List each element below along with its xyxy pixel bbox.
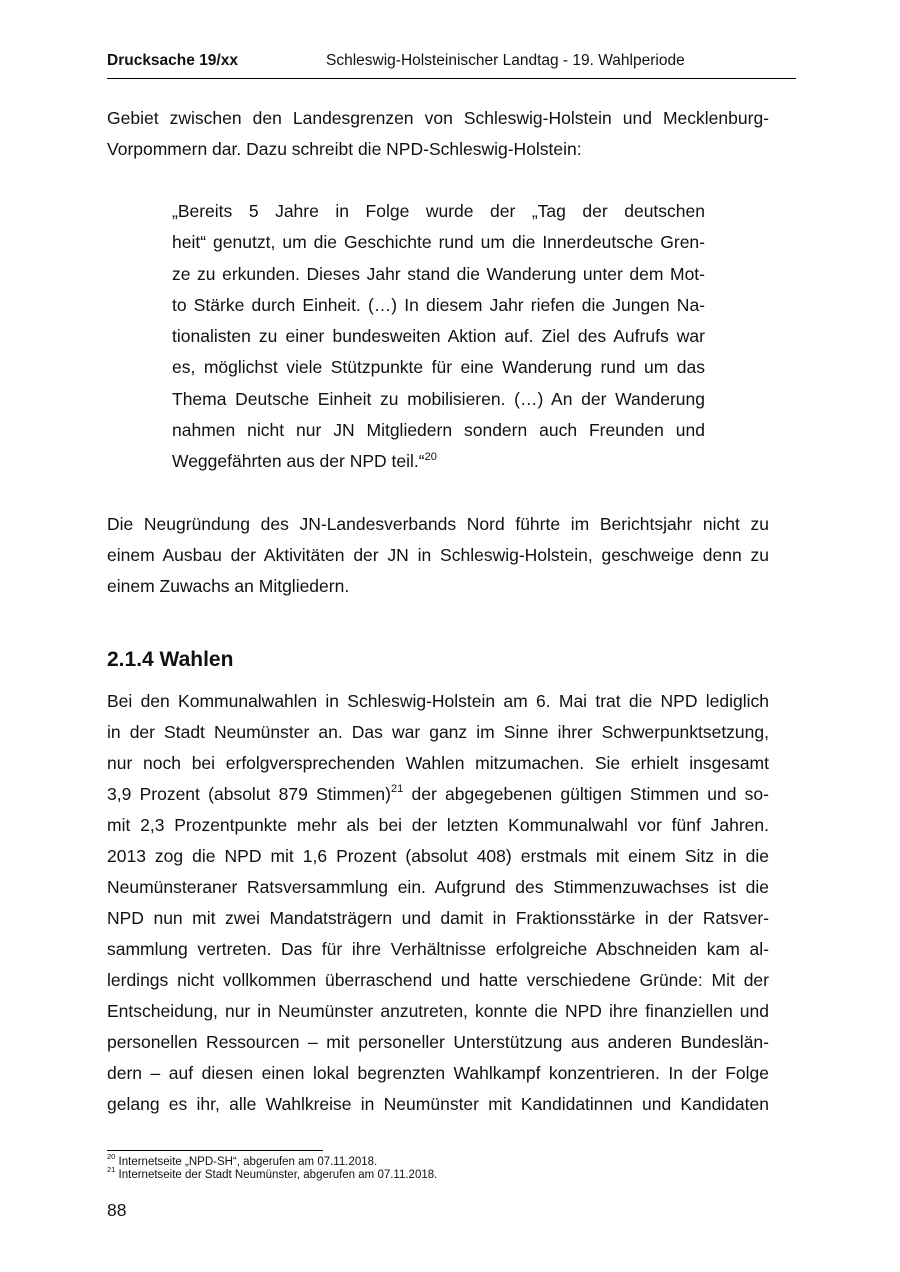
section-heading: 2.1.4 Wahlen — [107, 648, 234, 671]
footnote-ref-21[interactable]: 21 — [391, 783, 404, 796]
text-line: mit 2,3 Prozentpunkte mehr als bei der letzten Kommunalwahl vor fünf Jahren. — [107, 815, 769, 835]
block-quote — [172, 196, 705, 478]
text-segment: der abgegebenen gültigen Stimmen und so- — [403, 784, 769, 804]
text-line: NPD nun mit zwei Mandatsträgern und damit in Fraktionsstärke in der Ratsver- — [107, 908, 769, 928]
page-number: 88 — [107, 1200, 127, 1220]
text-line: 2013 zog die NPD mit 1,6 Prozent (absolut 408) erstmals mit einem Sitz in die — [107, 846, 769, 866]
quote-line: ze zu erkunden. Dieses Jahr stand die Wanderung unter dem Mot- — [172, 263, 705, 284]
paragraph-jn — [107, 509, 769, 602]
quote-line: Thema Deutsche Einheit zu mobilisieren. (…) An der Wanderung — [172, 388, 705, 409]
text-line: dern – auf diesen einen lokal begrenzten Wahlkampf konzentrieren. In der Folge — [107, 1063, 769, 1083]
footnote-number: 20 — [107, 1152, 116, 1162]
text-line: Entscheidung, nur in Neumünster anzutreten, konnte die NPD ihre finanziellen und — [107, 1001, 769, 1021]
footnote-divider — [107, 1150, 323, 1151]
document-title: Schleswig-Holsteinischer Landtag - 19. Wahlperiode — [326, 52, 685, 69]
text-line: lerdings nicht vollkommen überraschend und hatte verschiedene Gründe: Mit der — [107, 970, 769, 990]
text-line-with-footnote — [107, 779, 769, 810]
quote-line: to Stärke durch Einheit. (…) In diesem Jahr riefen die Jungen Na- — [172, 294, 705, 315]
text-line: einem Ausbau der Aktivitäten der JN in Schleswig-Holstein, geschweige denn zu — [107, 545, 769, 565]
footnotes — [107, 1152, 438, 1182]
quote-line: nahmen nicht nur JN Mitgliedern sondern auch Freunden und — [172, 420, 705, 441]
quote-line: „Bereits 5 Jahre in Folge wurde der „Tag der deutschen — [172, 201, 705, 221]
text-line: in der Stadt Neumünster an. Das war ganz im Sinne ihrer Schwerpunktsetzung, — [107, 722, 769, 742]
footnote-number: 21 — [107, 1165, 116, 1175]
text-line: Vorpommern dar. Dazu schreibt die NPD-Schleswig-Holstein: — [107, 139, 582, 159]
quote-line: Weggefährten aus der NPD teil.“ — [172, 451, 425, 472]
text-line: einem Zuwachs an Mitgliedern. — [107, 576, 350, 596]
quote-line: heit“ genutzt, um die Geschichte rund um die Innerdeutsche Gren- — [172, 232, 705, 253]
text-line: nur noch bei erfolgversprechenden Wahlen mitzumachen. Sie erhielt insgesamt — [107, 753, 769, 773]
text-line: Neumünsteraner Ratsversammlung ein. Aufgrund des Stimmenzuwachses ist die — [107, 877, 769, 897]
text-line: gelang es ihr, alle Wahlkreise in Neumünster mit Kandidatinnen und Kandidaten — [107, 1094, 769, 1114]
footnote-text: Internetseite der Stadt Neumünster, abgerufen am 07.11.2018. — [115, 1169, 438, 1181]
footnote-ref-20[interactable]: 20 — [424, 450, 437, 463]
text-line: personellen Ressourcen – mit personeller Unterstützung aus anderen Bundeslän- — [107, 1032, 769, 1052]
footnote-20 — [107, 1152, 437, 1169]
text-line: Gebiet zwischen den Landesgrenzen von Schleswig-Holstein und Mecklenburg- — [107, 108, 769, 128]
quote-line: tionalisten zu einer bundesweiten Aktion auf. Ziel des Aufrufs war — [172, 326, 705, 347]
text-line: sammlung vertreten. Das für ihre Verhältnisse erfolgreiche Abschneiden kam al- — [107, 939, 769, 959]
page-header — [107, 52, 796, 79]
text-line: Die Neugründung des JN-Landesverbands Nord führte im Berichtsjahr nicht zu — [107, 514, 769, 534]
footnote-text: Internetseite „NPD-SH“, abgerufen am 07.11.2018. — [115, 1156, 378, 1168]
text-line: Bei den Kommunalwahlen in Schleswig-Holstein am 6. Mai trat die NPD lediglich — [107, 691, 769, 711]
footnote-21 — [107, 1165, 438, 1182]
text-segment: 3,9 Prozent (absolut 879 Stimmen) — [107, 784, 391, 804]
intro-paragraph — [107, 103, 769, 165]
quote-line: es, möglichst viele Stützpunkte für eine Wanderung rund um das — [172, 357, 705, 378]
quote-last-line — [172, 446, 705, 477]
paragraph-wahlen — [107, 686, 769, 1120]
document-number: Drucksache 19/xx — [107, 52, 238, 69]
